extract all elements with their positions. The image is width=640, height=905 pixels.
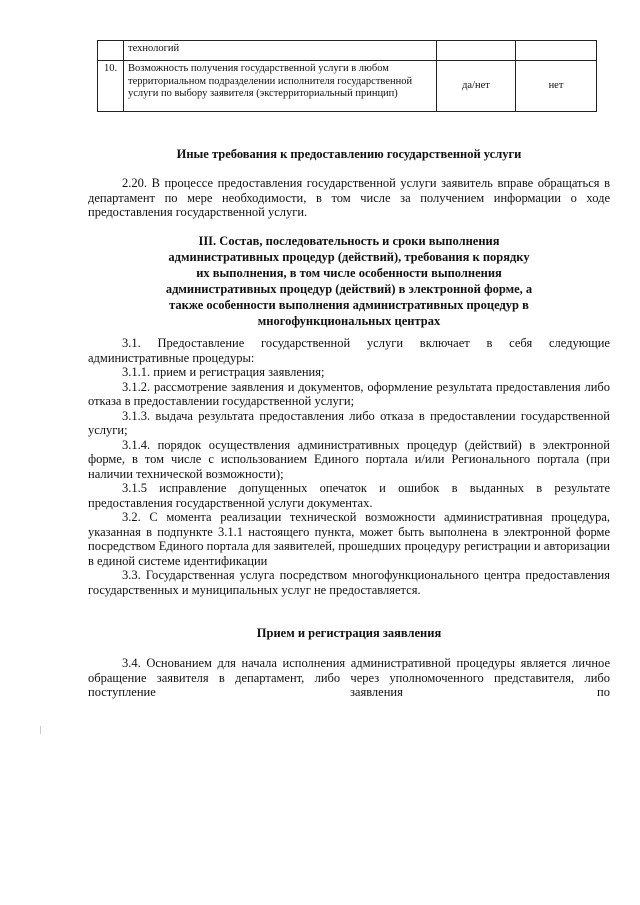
heading-line: многофункциональных центрах — [257, 314, 441, 328]
heading-line: также особенности выполнения административных процедур в — [169, 298, 529, 312]
scan-mark — [40, 726, 41, 734]
paragraph-3-1-4: 3.1.4. порядок осуществления административных процедур (действий) в электронной форме, в том числе с использованием Единого портала и/или Регионального портала (при наличии технической возможности); — [88, 437, 610, 481]
requirements-table — [97, 40, 597, 112]
paragraph-3-1-2: 3.1.2. рассмотрение заявления и документов, оформление результата предоставления либо отказа в предоставлении государственной услуги; — [88, 379, 610, 408]
heading-line: административных процедур (действий), требования к порядку — [168, 250, 530, 264]
table-cell-text: Возможность получения государственной услуги в любом территориальном подразделении исполнителя государственной услуги по выбору заявителя (экстерриториальный принцип) — [124, 61, 437, 112]
paragraph-3-4 — [88, 656, 610, 700]
table-cell-num: 10. — [98, 61, 124, 112]
table-cell-value — [437, 41, 516, 61]
paragraph-3-2: 3.2. С момента реализации технической возможности административная процедура, указанная в подпункте 3.1.1 настоящего пункта, может быть выполнена в электронной форме посредством Единого портала для заявителей, прошедших процедуру регистрации и авторизации в единой системе идентификации — [88, 510, 610, 568]
paragraph-2-20 — [88, 176, 610, 220]
table-cell-num — [98, 41, 124, 61]
table-row — [98, 41, 597, 61]
heading-line: III. Состав, последовательность и сроки выполнения — [198, 234, 500, 248]
heading-line: их выполнения, в том числе особенности выполнения — [196, 266, 502, 280]
section-3-heading — [110, 233, 588, 329]
table-cell-value: да/нет — [437, 61, 516, 112]
table-cell-value — [516, 41, 597, 61]
paragraph-text: 3.4. Основанием для начала исполнения административной процедуры является личное обращение заявителя в департамент, либо через уполномоченного представителя, либо поступление заявления по — [88, 656, 610, 699]
paragraph-text: 2.20. В процессе предоставления государственной услуги заявитель вправе обращаться в департамент по мере необходимости, в том числе за получением информации о ходе предоставления государственной услуги. — [88, 176, 610, 219]
table-cell-text: технологий — [124, 41, 437, 61]
paragraph-3-1-1: 3.1.1. прием и регистрация заявления; — [122, 365, 325, 379]
paragraph-3-1: 3.1. Предоставление государственной услуги включает в себя следующие административные процедуры: — [88, 336, 610, 365]
paragraph-3-1-5: 3.1.5 исправление допущенных опечаток и ошибок в выданных в результате предоставления государственной услуги документах. — [88, 481, 610, 510]
other-requirements-heading: Иные требования к предоставлению государственной услуги — [176, 147, 522, 161]
table-row — [98, 61, 597, 112]
paragraph-3-1-3: 3.1.3. выдача результата предоставления либо отказа в предоставлении государственной услуги; — [88, 408, 610, 437]
table-cell-value: нет — [516, 61, 597, 112]
section-3-body — [88, 336, 610, 597]
heading-line: административных процедур (действий) в электронной форме, а — [165, 282, 533, 296]
reception-heading: Прием и регистрация заявления — [256, 626, 442, 640]
paragraph-3-3: 3.3. Государственная услуга посредством многофункционального центра предоставления государственных и муниципальных услуг не предоставляется. — [88, 568, 610, 597]
